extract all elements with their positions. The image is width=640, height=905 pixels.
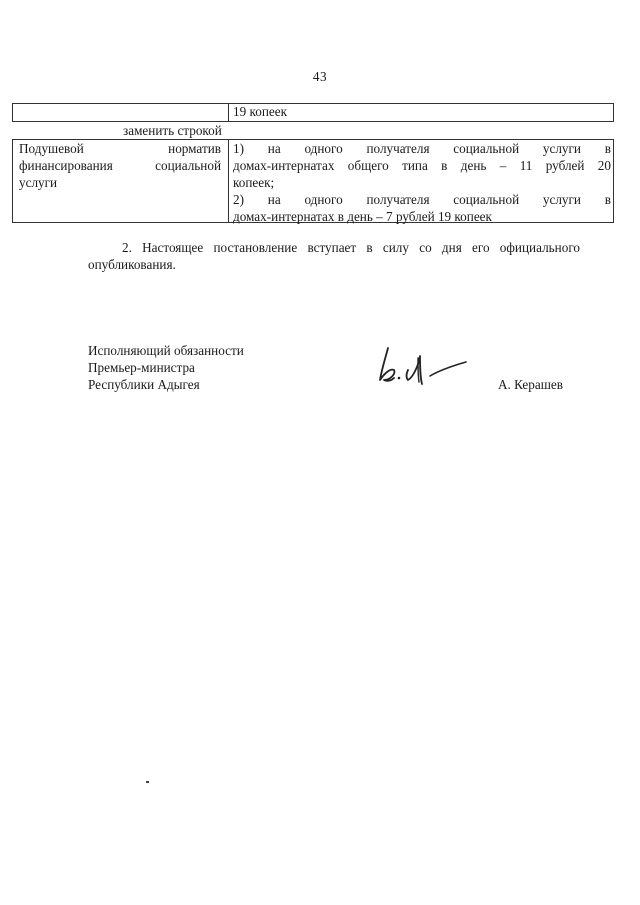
value-line-4: 2) на одного получателя социальной услуги в bbox=[233, 192, 611, 207]
signatory-title bbox=[88, 342, 348, 393]
effective-date-paragraph bbox=[88, 239, 580, 273]
replace-caption: заменить строкой bbox=[123, 123, 222, 138]
table-top-left-cell bbox=[12, 103, 229, 122]
signatory-title-line-3: Республики Адыгея bbox=[88, 377, 200, 392]
signatory-name: А. Керашев bbox=[498, 377, 563, 392]
table-top-right-text: 19 копеек bbox=[233, 104, 287, 119]
table-main-left-cell bbox=[12, 139, 229, 223]
value-line-3: копеек; bbox=[233, 175, 275, 190]
paragraph-line-1: 2. Настоящее постановление вступает в силу со дня его официального bbox=[122, 240, 580, 255]
signatory-title-line-1: Исполняющий обязанности bbox=[88, 343, 244, 358]
norm-line-1: Подушевой норматив bbox=[19, 141, 221, 156]
table-main-right-cell bbox=[228, 139, 614, 223]
signatory-title-line-2: Премьер-министра bbox=[88, 360, 195, 375]
norm-line-2: финансирования социальной bbox=[19, 158, 221, 173]
handwritten-signature bbox=[374, 342, 474, 390]
paragraph-line-2: опубликования. bbox=[88, 257, 176, 272]
norm-line-3: услуги bbox=[19, 175, 58, 190]
value-line-1: 1) на одного получателя социальной услуги в bbox=[233, 141, 611, 156]
value-line-5: домах-интернатах в день – 7 рублей 19 копеек bbox=[233, 209, 492, 224]
table-top-right-cell bbox=[228, 103, 614, 122]
value-line-2: домах-интернатах общего типа в день – 11 рублей 20 bbox=[233, 158, 611, 173]
page-number: 43 bbox=[312, 69, 328, 84]
scan-speck bbox=[146, 781, 149, 783]
